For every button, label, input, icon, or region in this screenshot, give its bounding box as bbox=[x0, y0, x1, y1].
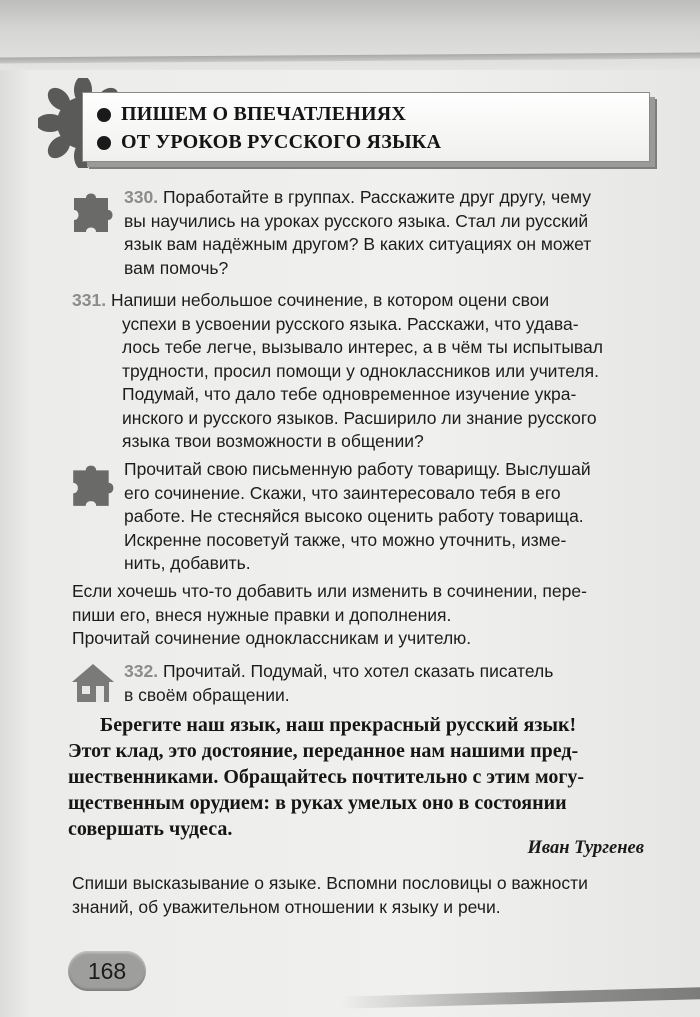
text-line: Поработайте в группах. Расскажите друг другу, чему bbox=[162, 187, 591, 207]
exercise-number: 330. bbox=[124, 187, 159, 207]
text-line: Искренне посоветуй также, что можно уточнить, изме- bbox=[124, 529, 567, 550]
copy-task bbox=[72, 872, 647, 919]
text-line: Прочитай. Подумай, что хотел сказать писатель bbox=[162, 661, 554, 681]
quote-line: Этот клад, это достояние, переданное нам нашими пред- bbox=[68, 740, 579, 762]
puzzle-icon bbox=[70, 190, 114, 236]
page-number: 168 bbox=[68, 951, 146, 991]
pair-work bbox=[124, 458, 646, 576]
text-line: пиши его, внеся нужные правки и дополнения. bbox=[72, 604, 452, 625]
text-line: Напиши небольшое сочинение, в котором оцени свои bbox=[110, 290, 550, 310]
quote-author: Иван Тургенев bbox=[527, 838, 644, 858]
text-line: Подумай, что дало тебе одновременное изучение укра- bbox=[122, 384, 577, 404]
exercise-number: 331. bbox=[72, 290, 107, 310]
text-line: языка твои возможности в общении? bbox=[122, 431, 424, 451]
text-line: вы научились на уроках русского языка. Стал ли русский bbox=[124, 210, 589, 231]
quote-line: Берегите наш язык, наш прекрасный русский язык! bbox=[100, 714, 577, 736]
text-line: инского и русского языков. Расширило ли знание русского bbox=[122, 407, 597, 428]
text-line: успехи в усвоении русского языка. Расскажи, что удава- bbox=[122, 313, 579, 334]
house-icon bbox=[70, 662, 116, 704]
text-line: трудности, просил помощи у одноклассников или учителя. bbox=[122, 360, 599, 381]
quote-line: совершать чудеса. bbox=[68, 818, 233, 840]
text-line: нить, добавить. bbox=[124, 553, 251, 573]
quote-line: шественниками. Обращайтесь почтительно с этим могу- bbox=[68, 766, 585, 788]
turgenev-quote bbox=[68, 712, 644, 842]
text-line: Прочитай сочинение одноклассникам и учителю. bbox=[72, 628, 472, 648]
exercise-331 bbox=[72, 289, 647, 454]
bottom-decoration bbox=[340, 987, 700, 1008]
text-line: язык вам надёжным другом? В каких ситуациях он может bbox=[124, 234, 592, 254]
text-line: работе. Не стесняйся высоко оценить работу товарища. bbox=[124, 506, 584, 526]
text-line: знаний, об уважительном отношении к языку и речи. bbox=[72, 896, 501, 917]
bullet-icon bbox=[97, 136, 111, 150]
text-line: в своём обращении. bbox=[124, 684, 290, 705]
revise-instructions bbox=[72, 580, 647, 651]
text-line: его сочинение. Скажи, что заинтересовало тебя в его bbox=[124, 482, 561, 503]
exercise-332 bbox=[124, 660, 646, 707]
exercise-330 bbox=[124, 186, 646, 280]
section-heading bbox=[82, 92, 650, 162]
text-line: Спиши высказывание о языке. Вспомни пословицы о важности bbox=[72, 873, 588, 893]
text-line: вам помочь? bbox=[124, 257, 229, 278]
bullet-icon bbox=[97, 108, 111, 122]
puzzle-icon bbox=[68, 462, 116, 510]
text-line: Прочитай свою письменную работу товарищу. Выслушай bbox=[124, 459, 591, 479]
text-line: Если хочешь что-то добавить или изменить в сочинении, пере- bbox=[72, 581, 587, 601]
heading-line-2: ОТ УРОКОВ РУССКОГО ЯЗЫКА bbox=[121, 131, 442, 153]
heading-line-1: ПИШЕМ О ВПЕЧАТЛЕНИЯХ bbox=[121, 103, 407, 125]
quote-line: щественным орудием: в руках умелых оно в состоянии bbox=[68, 792, 567, 814]
exercise-number: 332. bbox=[124, 661, 159, 681]
text-line: лось тебе легче, вызывало интерес, а в чём ты испытывал bbox=[122, 337, 603, 357]
